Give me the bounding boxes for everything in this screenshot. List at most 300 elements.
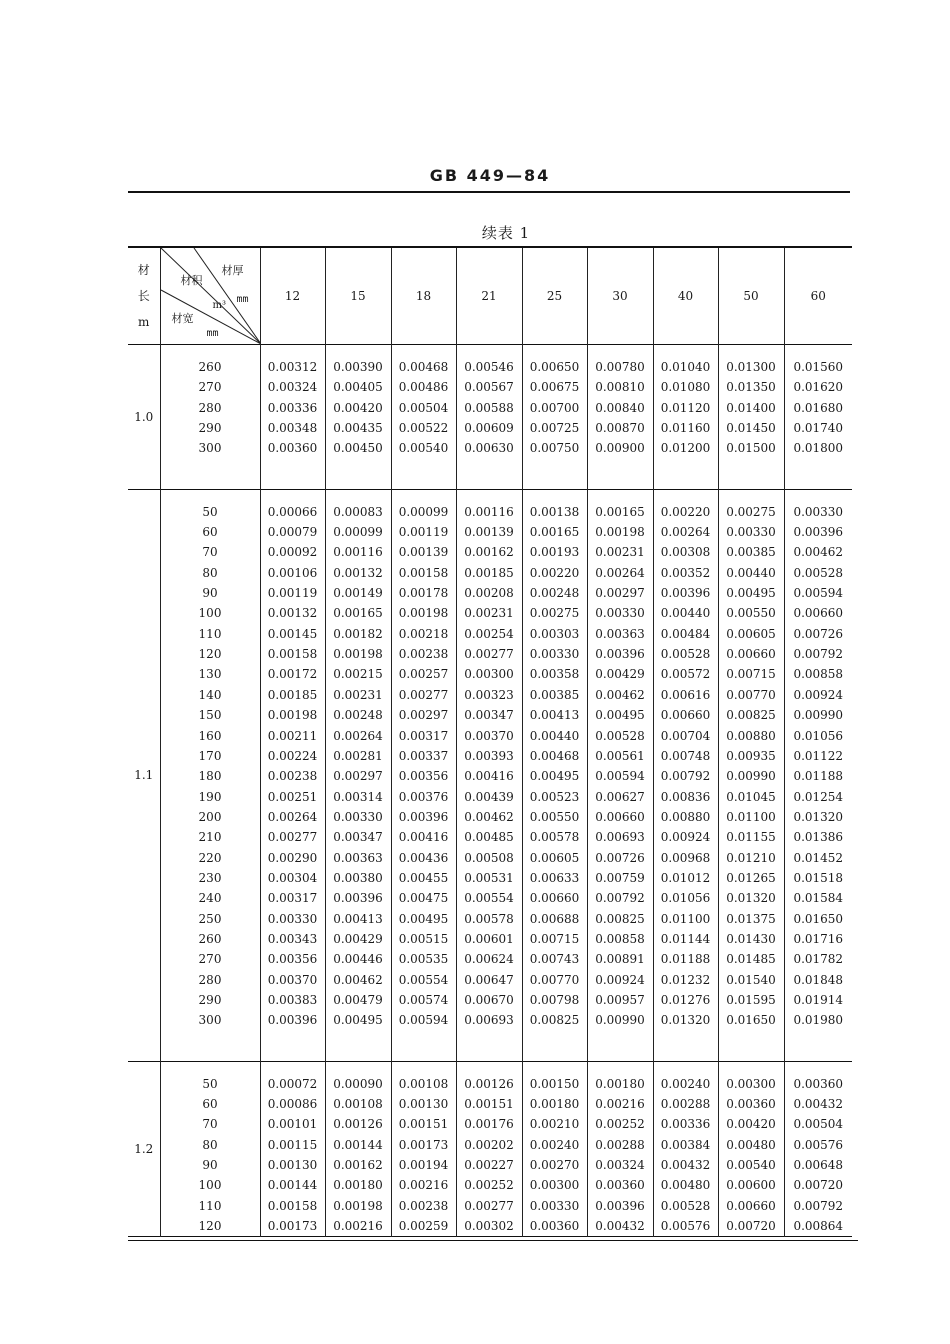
volume-cell: 0.00238 [267, 769, 318, 784]
volume-column [391, 345, 456, 490]
width-value: 70 [202, 545, 218, 560]
volume-cell: 0.00435 [333, 421, 383, 436]
volume-cell: 0.00924 [660, 830, 711, 845]
volume-cell: 0.00990 [726, 769, 776, 784]
volume-cell: 0.01210 [726, 850, 776, 865]
volume-cell: 0.00194 [398, 1158, 449, 1173]
volume-cell: 0.01122 [793, 748, 844, 763]
volume-cell: 0.01300 [726, 360, 776, 374]
volume-cell: 0.00288 [595, 1137, 645, 1152]
volume-cell: 0.00648 [793, 1158, 844, 1173]
volume-cell: 0.00385 [529, 687, 580, 702]
volume-cell: 0.00297 [398, 708, 449, 723]
volume-column [718, 1061, 784, 1237]
standard-number: GB 449—84 [429, 166, 551, 185]
volume-cell: 0.00300 [726, 1076, 776, 1091]
volume-cell: 0.00440 [726, 565, 776, 580]
thickness-40: 40 [653, 247, 718, 345]
volume-cell: 0.00462 [793, 545, 844, 560]
volume-cell: 0.00198 [267, 708, 318, 723]
volume-cell: 0.00259 [398, 1219, 449, 1234]
volume-cell: 0.00275 [726, 504, 776, 519]
width-unit: mm [206, 328, 219, 339]
width-value: 140 [198, 687, 222, 702]
volume-cell: 0.00968 [660, 850, 711, 865]
volume-cell: 0.00126 [333, 1117, 383, 1132]
volume-cell: 0.01350 [726, 380, 776, 395]
length-header-char-1: 材 [137, 263, 150, 277]
volume-cell: 0.00144 [267, 1178, 318, 1193]
width-value: 100 [198, 606, 222, 621]
volume-cell: 0.00130 [398, 1097, 449, 1111]
volume-column [653, 1061, 718, 1237]
volume-cell: 0.00108 [333, 1097, 383, 1111]
volume-cell: 0.00300 [464, 667, 514, 682]
volume-cell: 0.00432 [793, 1097, 844, 1111]
volume-cell: 0.00220 [660, 504, 711, 519]
volume-cell: 0.00825 [726, 708, 776, 723]
volume-cell: 0.00330 [529, 647, 580, 662]
group-row [128, 1061, 852, 1237]
volume-cell: 0.00101 [267, 1117, 318, 1132]
volume-cell: 0.00231 [333, 687, 383, 702]
volume-cell: 0.00106 [267, 565, 318, 580]
volume-cell: 0.00900 [595, 441, 645, 456]
volume-cell: 0.00870 [595, 421, 645, 436]
volume-cell: 0.00360 [529, 1219, 580, 1234]
volume-cell: 0.00324 [595, 1158, 645, 1173]
volume-cell: 0.00578 [529, 830, 580, 845]
volume-cell: 0.00436 [398, 850, 449, 865]
width-value: 130 [198, 667, 222, 682]
volume-cell: 0.00957 [595, 992, 645, 1007]
volume-cell: 0.00990 [595, 1013, 645, 1028]
volume-cell: 0.00495 [595, 708, 645, 723]
volume-cell: 0.00330 [529, 1198, 580, 1213]
volume-cell: 0.00616 [660, 687, 711, 702]
volume-cell: 0.00198 [333, 1198, 383, 1213]
volume-cell: 0.01782 [793, 952, 844, 967]
volume-cell: 0.00650 [529, 360, 580, 374]
volume-cell: 0.01200 [660, 441, 711, 456]
thickness-18: 18 [391, 247, 456, 345]
width-value: 160 [198, 728, 222, 743]
volume-cell: 0.00396 [333, 891, 383, 906]
volume-cell: 0.00647 [464, 972, 514, 987]
volume-cell: 0.00891 [595, 952, 645, 967]
volume-cell: 0.00704 [660, 728, 711, 743]
width-value: 50 [202, 1076, 218, 1091]
volume-cell: 0.00158 [267, 647, 318, 662]
width-value: 280 [198, 972, 222, 987]
volume-cell: 0.00119 [267, 586, 318, 601]
volume-cell: 0.00079 [267, 525, 318, 540]
volume-cell: 0.00462 [595, 687, 645, 702]
volume-cell: 0.00495 [333, 1013, 383, 1028]
width-value: 260 [198, 931, 222, 946]
volume-column [522, 1061, 587, 1237]
volume-cell: 0.00323 [464, 687, 514, 702]
volume-column [522, 345, 587, 490]
volume-cell: 0.00715 [726, 667, 776, 682]
volume-cell: 0.00462 [333, 972, 383, 987]
volume-cell: 0.01716 [793, 931, 844, 946]
volume-cell: 0.00116 [333, 545, 383, 560]
volume-cell: 0.00360 [793, 1076, 844, 1091]
volume-cell: 0.00440 [660, 606, 711, 621]
volume-cell: 0.00180 [529, 1097, 580, 1111]
volume-cell: 0.00303 [529, 626, 580, 641]
volume-cell: 0.00380 [333, 870, 383, 885]
volume-cell: 0.00337 [398, 748, 449, 763]
volume-cell: 0.00660 [660, 708, 711, 723]
volume-cell: 0.00264 [595, 565, 645, 580]
volume-cell: 0.00693 [595, 830, 645, 845]
volume-cell: 0.00224 [267, 748, 318, 763]
width-value: 100 [198, 1178, 222, 1193]
volume-cell: 0.00360 [595, 1178, 645, 1193]
width-value: 60 [202, 1097, 218, 1111]
volume-cell: 0.01430 [726, 931, 776, 946]
volume-column [391, 1061, 456, 1237]
volume-cell: 0.00330 [595, 606, 645, 621]
volume-cell: 0.00151 [464, 1097, 514, 1111]
volume-cell: 0.01320 [726, 891, 776, 906]
volume-cell: 0.00486 [398, 380, 449, 395]
volume-cell: 0.01100 [660, 911, 711, 926]
volume-cell: 0.00624 [464, 952, 514, 967]
thickness-25: 25 [522, 247, 587, 345]
width-column [160, 489, 260, 1061]
volume-cell: 0.00792 [595, 891, 645, 906]
volume-cell: 0.00173 [398, 1137, 449, 1152]
group-row [128, 345, 852, 490]
volume-cell: 0.00330 [793, 504, 844, 519]
volume-cell: 0.01800 [793, 441, 844, 456]
volume-cell: 0.01680 [793, 400, 844, 415]
volume-label: 材积 [180, 274, 203, 287]
volume-cell: 0.00605 [529, 850, 580, 865]
volume-cell: 0.00384 [660, 1137, 711, 1152]
volume-cell: 0.00132 [267, 606, 318, 621]
volume-column [325, 489, 391, 1061]
volume-cell: 0.01155 [726, 830, 776, 845]
length-group [128, 1061, 852, 1237]
width-value: 300 [198, 1013, 222, 1028]
volume-cell: 0.00360 [267, 441, 318, 456]
volume-cell: 0.00238 [398, 647, 449, 662]
volume-cell: 0.00238 [398, 1198, 449, 1213]
volume-cell: 0.00126 [464, 1076, 514, 1091]
volume-cell: 0.00578 [464, 911, 514, 926]
volume-cell: 0.00475 [398, 891, 449, 906]
volume-cell: 0.00429 [333, 931, 383, 946]
volume-cell: 0.00138 [529, 504, 580, 519]
volume-cell: 0.00528 [595, 728, 645, 743]
volume-cell: 0.00432 [660, 1158, 711, 1173]
volume-cell: 0.00588 [464, 400, 514, 415]
volume-cell: 0.00924 [595, 972, 645, 987]
volume-cell: 0.00343 [267, 931, 318, 946]
volume-cell: 0.00383 [267, 992, 318, 1007]
volume-column [260, 489, 325, 1061]
width-value: 120 [198, 1219, 222, 1234]
volume-cell: 0.00277 [464, 647, 514, 662]
volume-cell: 0.00715 [529, 931, 580, 946]
volume-cell: 0.00130 [267, 1158, 318, 1173]
volume-cell: 0.00660 [529, 891, 580, 906]
volume-cell: 0.00202 [464, 1137, 514, 1152]
volume-cell: 0.00158 [398, 565, 449, 580]
volume-cell: 0.00086 [267, 1097, 318, 1111]
volume-cell: 0.00693 [464, 1013, 514, 1028]
volume-cell: 0.00840 [595, 400, 645, 415]
volume-cell: 0.00770 [529, 972, 580, 987]
volume-column [391, 489, 456, 1061]
volume-cell: 0.00288 [660, 1097, 711, 1111]
volume-cell: 0.00356 [267, 952, 318, 967]
volume-cell: 0.00277 [464, 1198, 514, 1213]
volume-cell: 0.01254 [793, 789, 844, 804]
width-label: 材宽 [171, 312, 194, 325]
volume-cell: 0.00324 [267, 380, 318, 395]
volume-column [456, 489, 522, 1061]
volume-column [456, 1061, 522, 1237]
width-column [160, 1061, 260, 1237]
length-value: 1.1 [134, 768, 154, 783]
volume-cell: 0.00308 [660, 545, 711, 560]
volume-cell: 0.01120 [660, 400, 711, 415]
volume-cell: 0.00576 [660, 1219, 711, 1234]
volume-cell: 0.01620 [793, 380, 844, 395]
volume-cell: 0.00090 [333, 1076, 383, 1091]
volume-cell: 0.00145 [267, 626, 318, 641]
volume-cell: 0.00370 [464, 728, 514, 743]
volume-cell: 0.00780 [595, 360, 645, 374]
volume-cell: 0.00252 [464, 1178, 514, 1193]
volume-cell: 0.00523 [529, 789, 580, 804]
width-value: 50 [202, 504, 218, 519]
volume-cell: 0.00099 [333, 525, 383, 540]
volume-cell: 0.00257 [398, 667, 449, 682]
volume-cell: 0.00792 [793, 1198, 844, 1213]
volume-cell: 0.00162 [333, 1158, 383, 1173]
volume-cell: 0.01400 [726, 400, 776, 415]
volume-cell: 0.01056 [793, 728, 844, 743]
volume-cell: 0.01276 [660, 992, 711, 1007]
width-value: 260 [198, 360, 222, 374]
width-value: 270 [198, 380, 222, 395]
volume-cell: 0.00099 [398, 504, 449, 519]
volume-cell: 0.01740 [793, 421, 844, 436]
width-value: 110 [198, 626, 222, 641]
volume-cell: 0.00660 [595, 809, 645, 824]
volume-cell: 0.00165 [333, 606, 383, 621]
length-value: 1.2 [134, 1142, 154, 1157]
volume-cell: 0.00370 [267, 972, 318, 987]
width-value: 90 [202, 1158, 218, 1173]
volume-cell: 0.00198 [595, 525, 645, 540]
length-header-char-2: 长 [137, 289, 150, 303]
volume-cell: 0.00594 [793, 586, 844, 601]
volume-cell: 0.00139 [464, 525, 514, 540]
length-header-unit: m [138, 315, 150, 329]
volume-cell: 0.00554 [464, 891, 514, 906]
volume-cell: 0.00172 [267, 667, 318, 682]
volume-cell: 0.01375 [726, 911, 776, 926]
volume-cell: 0.00725 [529, 421, 580, 436]
volume-cell: 0.00432 [595, 1219, 645, 1234]
width-value: 190 [198, 789, 222, 804]
width-value: 280 [198, 400, 222, 415]
volume-cell: 0.00297 [595, 586, 645, 601]
volume-cell: 0.00572 [660, 667, 711, 682]
volume-cell: 0.00347 [333, 830, 383, 845]
volume-cell: 0.00515 [398, 931, 449, 946]
volume-cell: 0.00216 [398, 1178, 449, 1193]
volume-cell: 0.00759 [595, 870, 645, 885]
volume-cell: 0.00132 [333, 565, 383, 580]
volume-cell: 0.00439 [464, 789, 514, 804]
volume-cell: 0.00277 [398, 687, 449, 702]
volume-cell: 0.00162 [464, 545, 514, 560]
volume-column [325, 1061, 391, 1237]
volume-cell: 0.00356 [398, 769, 449, 784]
volume-cell: 0.00480 [726, 1137, 776, 1152]
volume-cell: 0.00792 [793, 647, 844, 662]
volume-cell: 0.00347 [464, 708, 514, 723]
volume-cell: 0.00413 [529, 708, 580, 723]
volume-cell: 0.01584 [793, 891, 844, 906]
volume-cell: 0.00858 [793, 667, 844, 682]
volume-cell: 0.00312 [267, 360, 318, 374]
volume-cell: 0.00660 [726, 647, 776, 662]
volume-cell: 0.00528 [793, 565, 844, 580]
volume-cell: 0.01500 [726, 441, 776, 456]
volume-cell: 0.00726 [793, 626, 844, 641]
volume-cell: 0.00149 [333, 586, 383, 601]
width-column [160, 345, 260, 490]
volume-cell: 0.01012 [660, 870, 711, 885]
volume-cell: 0.00281 [333, 748, 383, 763]
volume-cell: 0.00302 [464, 1219, 514, 1234]
width-value: 230 [198, 870, 222, 885]
volume-cell: 0.00576 [793, 1137, 844, 1152]
volume-cell: 0.00144 [333, 1137, 383, 1152]
volume-cell: 0.01232 [660, 972, 711, 987]
volume-cell: 0.00252 [595, 1117, 645, 1132]
volume-cell: 0.01045 [726, 789, 776, 804]
thickness-30: 30 [587, 247, 653, 345]
volume-cell: 0.00264 [333, 728, 383, 743]
volume-cell: 0.01040 [660, 360, 711, 374]
volume-column [784, 489, 852, 1061]
volume-cell: 0.00352 [660, 565, 711, 580]
volume-cell: 0.00864 [793, 1219, 844, 1234]
volume-cell: 0.00792 [660, 769, 711, 784]
volume-cell: 0.00858 [595, 931, 645, 946]
volume-cell: 0.00660 [793, 606, 844, 621]
volume-column [522, 489, 587, 1061]
volume-cell: 0.00743 [529, 952, 580, 967]
volume-cell: 0.00211 [267, 728, 318, 743]
volume-cell: 0.00924 [793, 687, 844, 702]
length-group [128, 489, 852, 1061]
width-value: 80 [202, 1137, 218, 1152]
bottom-rule [128, 1240, 858, 1241]
volume-column [325, 345, 391, 490]
volume-cell: 0.00605 [726, 626, 776, 641]
width-value: 300 [198, 441, 222, 456]
width-value: 80 [202, 565, 218, 580]
volume-cell: 0.00531 [464, 870, 514, 885]
volume-cell: 0.00231 [595, 545, 645, 560]
volume-cell: 0.00396 [398, 809, 449, 824]
width-value: 70 [202, 1117, 218, 1132]
volume-cell: 0.00688 [529, 911, 580, 926]
volume-cell: 0.00150 [529, 1076, 580, 1091]
volume-cell: 0.00396 [660, 586, 711, 601]
width-value: 290 [198, 992, 222, 1007]
volume-cell: 0.00880 [660, 809, 711, 824]
volume-cell: 0.00215 [333, 667, 383, 682]
volume-column [260, 345, 325, 490]
group-row [128, 489, 852, 1061]
volume-column [718, 345, 784, 490]
volume-cell: 0.00336 [660, 1117, 711, 1132]
volume-cell: 0.01452 [793, 850, 844, 865]
length-group [128, 345, 852, 490]
volume-cell: 0.00251 [267, 789, 318, 804]
volume-cell: 0.00522 [398, 421, 449, 436]
volume-cell: 0.00396 [595, 1198, 645, 1213]
volume-column [587, 345, 653, 490]
thickness-12: 12 [260, 247, 325, 345]
volume-cell: 0.00609 [464, 421, 514, 436]
volume-cell: 0.00535 [398, 952, 449, 967]
volume-cell: 0.01160 [660, 421, 711, 436]
width-value: 250 [198, 911, 222, 926]
volume-cell: 0.00405 [333, 380, 383, 395]
volume-cell: 0.00264 [660, 525, 711, 540]
volume-cell: 0.00495 [398, 911, 449, 926]
volume-cell: 0.00220 [529, 565, 580, 580]
volume-cell: 0.00317 [398, 728, 449, 743]
volume-cell: 0.00700 [529, 400, 580, 415]
volume-cell: 0.00216 [333, 1219, 383, 1234]
volume-cell: 0.00358 [529, 667, 580, 682]
volume-cell: 0.00178 [398, 586, 449, 601]
volume-cell: 0.00594 [398, 1013, 449, 1028]
width-value: 110 [198, 1198, 222, 1213]
volume-cell: 0.00574 [398, 992, 449, 1007]
corner-header [160, 247, 260, 345]
width-value: 150 [198, 708, 222, 723]
volume-cell: 0.00935 [726, 748, 776, 763]
volume-cell: 0.01188 [793, 769, 844, 784]
volume-cell: 0.00440 [529, 728, 580, 743]
volume-cell: 0.00208 [464, 586, 514, 601]
width-value: 200 [198, 809, 222, 824]
volume-cell: 0.00198 [398, 606, 449, 621]
volume-cell: 0.00748 [660, 748, 711, 763]
width-value: 120 [198, 647, 222, 662]
volume-cell: 0.00240 [660, 1076, 711, 1091]
volume-cell: 0.00240 [529, 1137, 580, 1152]
volume-column [587, 489, 653, 1061]
volume-cell: 0.00248 [333, 708, 383, 723]
thickness-label: 材厚 [221, 264, 244, 277]
